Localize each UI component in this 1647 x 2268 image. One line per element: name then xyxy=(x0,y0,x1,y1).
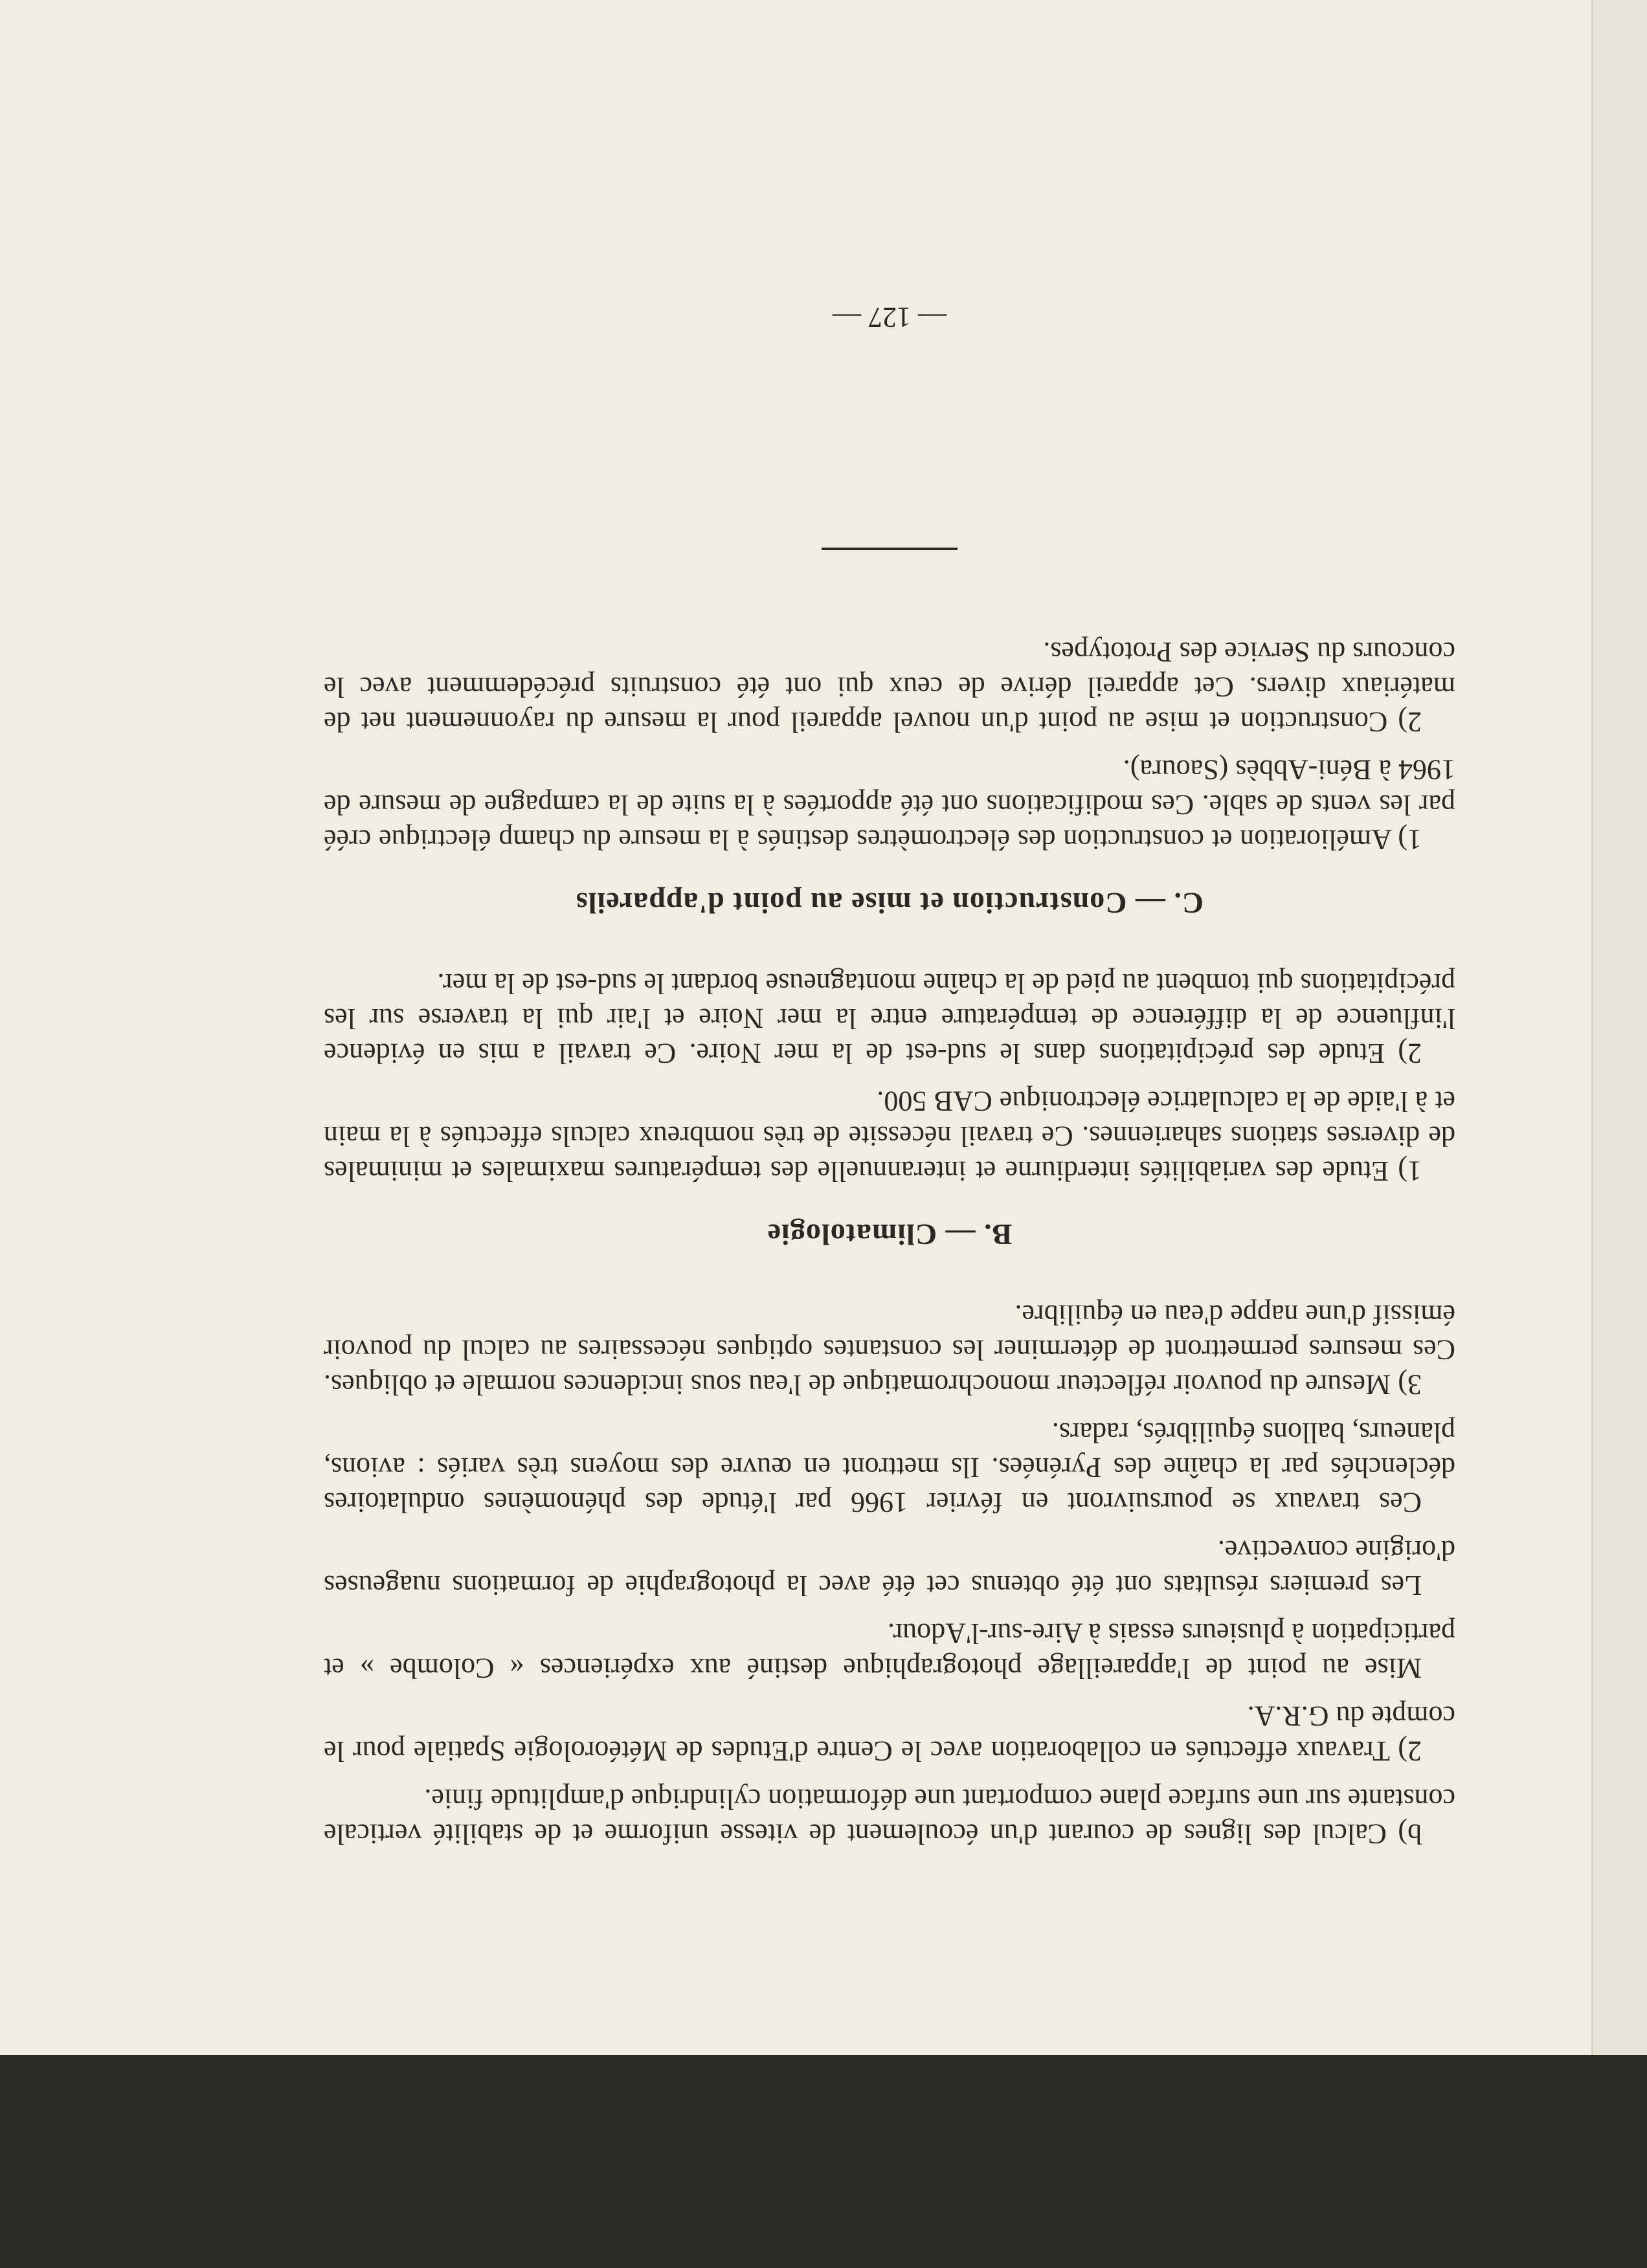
paragraph: 1) Amélioration et construction des électromètres destinés à la mesure du champ électrique créé par les vents de sable. Ces modifications ont été apportées à la suite de la campagne de mesure de 1964 à Béni-Abbès (Saoura). xyxy=(324,754,1455,856)
paragraph: Les premiers résultats ont été obtenus cet été avec la photographie de formations nuageuses d'origine convective. xyxy=(324,1535,1455,1601)
section-divider xyxy=(822,548,958,550)
page-content-rotated xyxy=(324,207,1455,1851)
paragraph: 3) Mesure du pouvoir réflecteur monochromatique de l'eau sous incidences normale et obliques. Ces mesures permettront de déterminer les constantes optiques nécessaires au calcul du pouvoir émissif d'une nappe d'eau en équilibre. xyxy=(324,1299,1455,1401)
paragraph: 2) Construction et mise au point d'un nouvel appareil pour la mesure du rayonnement net de matériaux divers. Cet appareil dérive de ceux qui ont été construits précédemment avec le concours du Service des Prototypes. xyxy=(324,636,1455,738)
paragraph: b) Calcul des lignes de courant d'un écoulement de vitesse uniforme et de stabilité verticale constante sur une surface plane comportant une déformation cylindrique d'amplitude finie. xyxy=(324,1783,1455,1850)
paragraph: 2) Etude des précipitations dans le sud-est de la mer Noire. Ce travail a mis en évidence l'influence de la différence de température entre la mer Noire et l'air qui la traverse sur les précipitations qui tombent au pied de la chaîne montagneuse bordant le sud-est de la mer. xyxy=(324,968,1455,1069)
scanner-background xyxy=(0,2055,1647,2268)
section-heading-construction: C. — Construction et mise au point d'appareils xyxy=(575,887,1204,920)
next-page-edge xyxy=(1591,0,1647,2055)
section-heading-climatologie: B. — Climatologie xyxy=(767,1218,1013,1251)
paragraph: 2) Travaux effectués en collaboration avec le Centre d'Etudes de Météorologie Spatiale pour le compte du G.R.A. xyxy=(324,1700,1455,1767)
paragraph: Mise au point de l'appareillage photographique destiné aux expériences « Colombe » et participation à plusieurs essais à Aire-sur-l'Adour. xyxy=(324,1618,1455,1684)
paragraph: 1) Etude des variabilités interdiurne et interannuelle des températures maximales et minimales de diverses stations sahariennes. Ce travail nécessite de très nombreux calculs effectués à la main et à l'aide de la calculatrice électronique CAB 500. xyxy=(324,1085,1455,1187)
paragraph: Ces travaux se poursuivront en février 1966 par l'étude des phénomènes ondulatoires déclenchés par la chaîne des Pyrénées. Ils mettront en œuvre des moyens très variés : avions, planeurs, ballons équilibrés, radars. xyxy=(324,1417,1455,1518)
page-number: — 127 — xyxy=(833,302,947,333)
